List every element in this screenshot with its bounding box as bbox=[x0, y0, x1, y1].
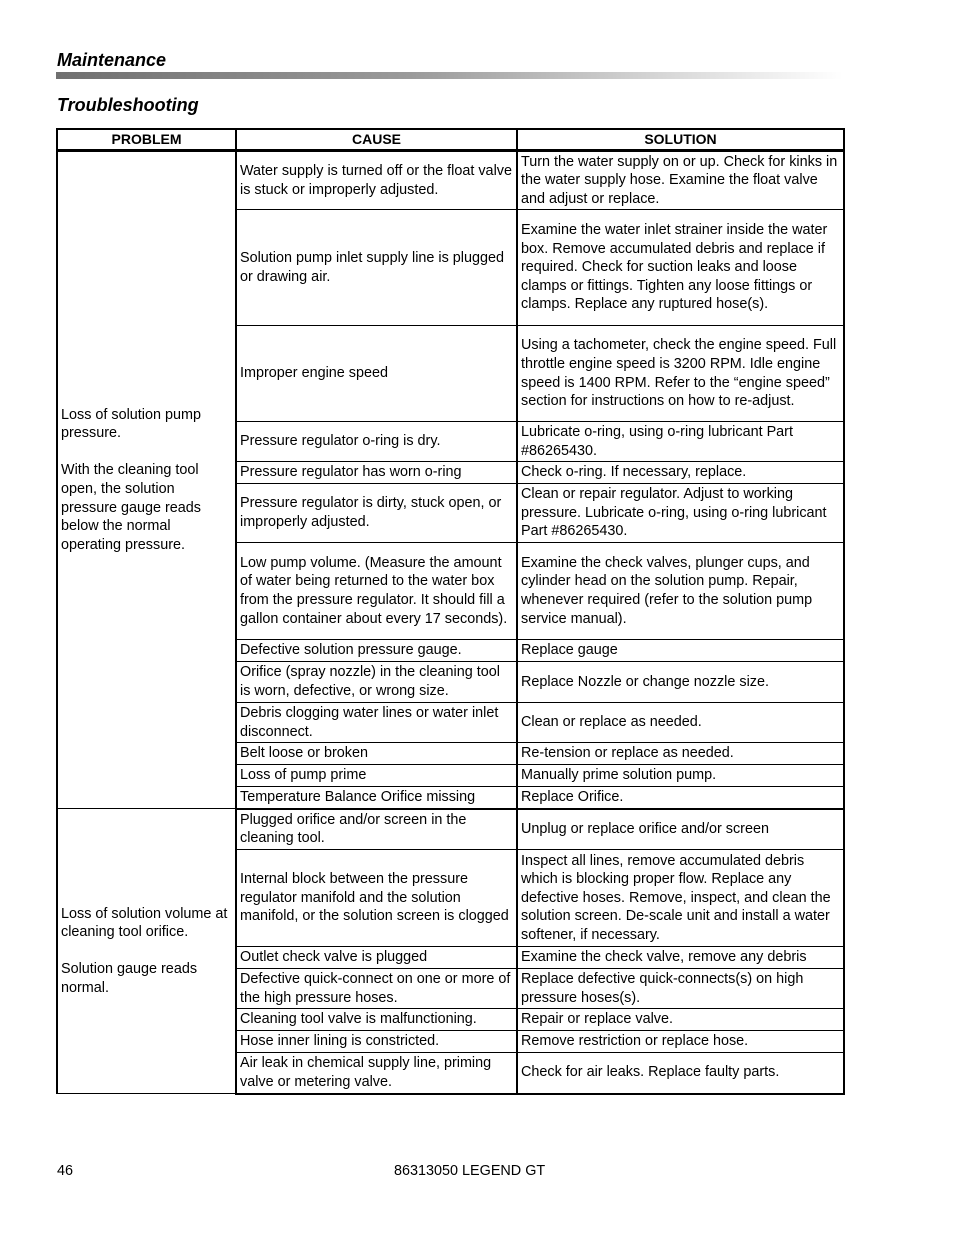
header-cause: CAUSE bbox=[236, 129, 517, 151]
table-row bbox=[57, 151, 844, 210]
problem-detail: Solution gauge reads normal. bbox=[61, 961, 198, 996]
cause-cell: Low pump volume. (Measure the amount of water being returned to the water box from the pressure regulator. It should fill a gallon container about every 17 seconds). bbox=[236, 543, 517, 640]
problem-text: Loss of solution pump pressure. bbox=[61, 406, 201, 442]
cause-cell: Defective quick-connect on one or more of the high pressure hoses. bbox=[236, 969, 517, 1009]
problem-cell bbox=[57, 809, 236, 1094]
cause-cell: Temperature Balance Orifice missing bbox=[236, 787, 517, 809]
page-title: Troubleshooting bbox=[57, 95, 199, 115]
solution-cell: Inspect all lines, remove accumulated debris which is blocking proper flow. Replace any defective hoses. Remove, inspect, and clean the solution screen. De-scale unit and install a water softener, if necessary. bbox=[517, 850, 844, 947]
cause-cell: Water supply is turned off or the float valve is stuck or improperly adjusted. bbox=[236, 151, 517, 210]
solution-cell: Repair or replace valve. bbox=[517, 1009, 844, 1031]
cause-cell: Solution pump inlet supply line is plugged or drawing air. bbox=[236, 210, 517, 326]
document-title: 86313050 LEGEND GT bbox=[394, 1163, 546, 1179]
solution-cell: Clean or repair regulator. Adjust to working pressure. Lubricate o-ring, using o-ring lubricant Part #86265430. bbox=[517, 484, 844, 543]
header-problem: PROBLEM bbox=[57, 129, 236, 151]
problem-detail: With the cleaning tool open, the solution pressure gauge reads below the normal operating pressure. bbox=[61, 462, 201, 553]
solution-cell: Clean or replace as needed. bbox=[517, 703, 844, 743]
solution-cell: Replace Nozzle or change nozzle size. bbox=[517, 662, 844, 703]
cause-cell: Loss of pump prime bbox=[236, 765, 517, 787]
cause-cell: Internal block between the pressure regulator manifold and the solution manifold, or the solution screen is clogged bbox=[236, 850, 517, 947]
solution-cell: Check o-ring. If necessary, replace. bbox=[517, 462, 844, 484]
solution-cell: Using a tachometer, check the engine speed. Full throttle engine speed is 3200 RPM. Idle engine speed is 1400 RPM. Refer to the “engine speed” section for instructions on how to re-adjust. bbox=[517, 326, 844, 422]
header-rule bbox=[56, 72, 843, 79]
solution-cell: Remove restriction or replace hose. bbox=[517, 1031, 844, 1053]
solution-cell: Examine the water inlet strainer inside the water box. Remove accumulated debris and replace if required. Check for suction leaks and loose clamps or fittings. Tighten any loose fittings or clamps. Replace any ruptured hose(s). bbox=[517, 210, 844, 326]
troubleshooting-table bbox=[56, 128, 845, 1095]
table-row bbox=[57, 809, 844, 850]
page-number: 46 bbox=[57, 1163, 74, 1179]
solution-cell: Replace defective quick-connects(s) on high pressure hoses(s). bbox=[517, 969, 844, 1009]
cause-cell: Belt loose or broken bbox=[236, 743, 517, 765]
cause-cell: Pressure regulator has worn o-ring bbox=[236, 462, 517, 484]
solution-cell: Examine the check valve, remove any debris bbox=[517, 947, 844, 969]
problem-group-pump-pressure bbox=[57, 151, 844, 809]
cause-cell: Plugged orifice and/or screen in the cleaning tool. bbox=[236, 809, 517, 850]
solution-cell: Replace gauge bbox=[517, 640, 844, 662]
cause-cell: Debris clogging water lines or water inlet disconnect. bbox=[236, 703, 517, 743]
cause-cell: Pressure regulator is dirty, stuck open, or improperly adjusted. bbox=[236, 484, 517, 543]
section-title: Maintenance bbox=[57, 50, 167, 70]
table-header-row bbox=[57, 129, 844, 151]
solution-cell: Examine the check valves, plunger cups, and cylinder head on the solution pump. Repair, whenever required (refer to the solution pump service manual). bbox=[517, 543, 844, 640]
problem-text: Loss of solution volume at cleaning tool orifice. bbox=[61, 905, 228, 941]
cause-cell: Improper engine speed bbox=[236, 326, 517, 422]
header-solution: SOLUTION bbox=[517, 129, 844, 151]
solution-cell: Replace Orifice. bbox=[517, 787, 844, 809]
solution-cell: Turn the water supply on or up. Check for kinks in the water supply hose. Examine the float valve and adjust or replace. bbox=[517, 151, 844, 210]
cause-cell: Air leak in chemical supply line, priming valve or metering valve. bbox=[236, 1053, 517, 1094]
cause-cell: Outlet check valve is plugged bbox=[236, 947, 517, 969]
problem-group-solution-volume bbox=[57, 809, 844, 1094]
cause-cell: Defective solution pressure gauge. bbox=[236, 640, 517, 662]
cause-cell: Orifice (spray nozzle) in the cleaning tool is worn, defective, or wrong size. bbox=[236, 662, 517, 703]
solution-cell: Re-tension or replace as needed. bbox=[517, 743, 844, 765]
cause-cell: Hose inner lining is constricted. bbox=[236, 1031, 517, 1053]
cause-cell: Pressure regulator o-ring is dry. bbox=[236, 422, 517, 462]
solution-cell: Unplug or replace orifice and/or screen bbox=[517, 809, 844, 850]
problem-cell bbox=[57, 151, 236, 809]
solution-cell: Check for air leaks. Replace faulty parts. bbox=[517, 1053, 844, 1094]
solution-cell: Manually prime solution pump. bbox=[517, 765, 844, 787]
solution-cell: Lubricate o-ring, using o-ring lubricant Part #86265430. bbox=[517, 422, 844, 462]
cause-cell: Cleaning tool valve is malfunctioning. bbox=[236, 1009, 517, 1031]
